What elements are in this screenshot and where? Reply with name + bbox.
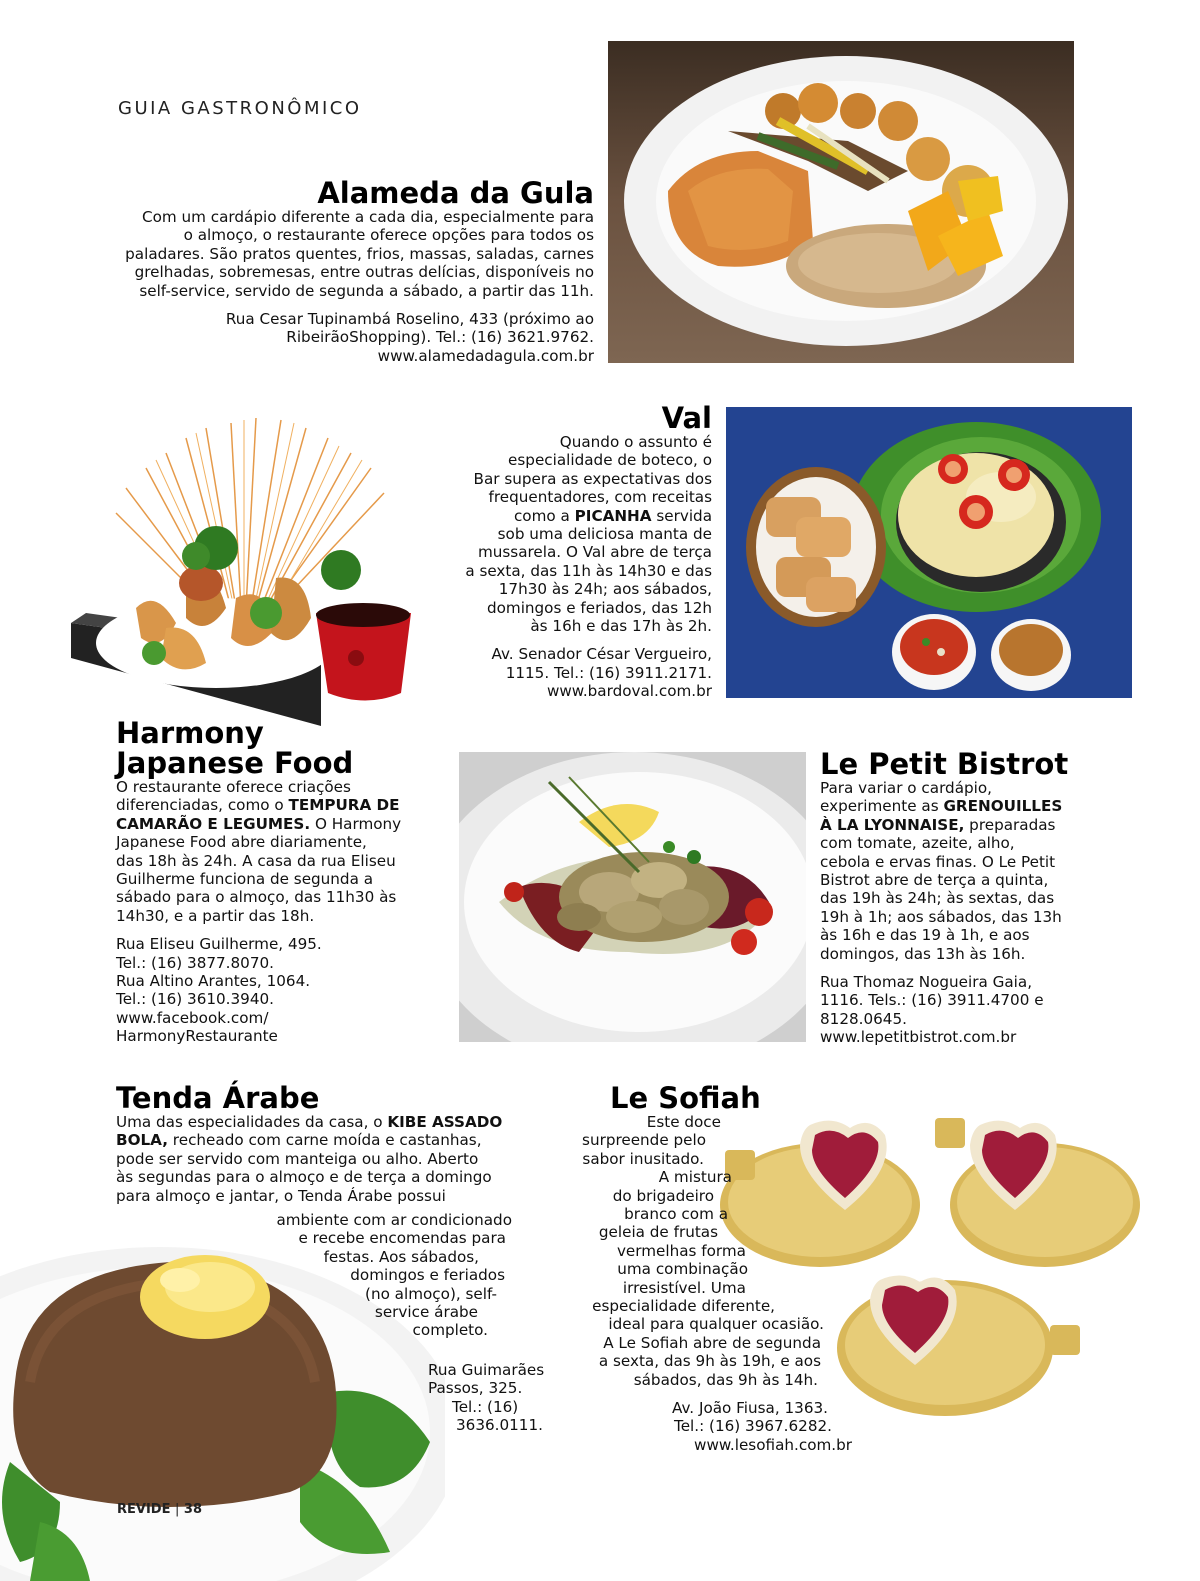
page-footer [117, 1502, 202, 1517]
address-line: Rua Cesar Tupinambá Roselino, 433 (próximo ao [225, 310, 594, 329]
text-line: das 18h às 24h. A casa da rua Eliseu [116, 851, 396, 870]
text-line: A Le Sofiah abre de segunda [603, 1333, 821, 1352]
text-line [820, 816, 1110, 834]
val-address [420, 645, 712, 700]
text-line: Para variar o cardápio, [820, 779, 992, 797]
alameda-photo [608, 41, 1074, 363]
website-link[interactable]: www.lesofiah.com.br [694, 1435, 852, 1454]
text-line: às 16h e das 19 à 1h, e aos [820, 926, 1030, 945]
val-name: Val [661, 401, 712, 435]
address-line: 1116. Tels.: (16) 3911.4700 e [820, 991, 1044, 1010]
website-link[interactable]: www.alamedadagula.com.br [377, 346, 594, 365]
alameda-description [100, 208, 594, 300]
text-line: especialidade de boteco, o [508, 451, 712, 470]
text-line: Este doce [646, 1113, 721, 1131]
text-line: domingos e feriados [350, 1266, 505, 1285]
text-line: (no almoço), self- [365, 1284, 497, 1303]
text-span: O Harmony [310, 814, 402, 833]
text-line: a sexta, das 9h às 19h, e aos [598, 1352, 821, 1371]
address-line: Av. Senador César Vergueiro, [491, 645, 712, 664]
text-line: 19h à 1h; aos sábados, das 13h [820, 907, 1062, 926]
dish-highlight: CAMARÃO E LEGUMES. [116, 814, 311, 833]
text-line: surpreende pelo [582, 1131, 706, 1150]
text-line: completo. [412, 1321, 488, 1340]
address-line: Av. João Fiusa, 1363. [672, 1399, 828, 1417]
text-line: sabor inusitado. [582, 1149, 704, 1168]
text-line: self-service, servido de segunda a sábado, a partir das 11h. [139, 281, 594, 300]
text-span: servida [651, 506, 712, 525]
text-line: Quando o assunto é [559, 433, 712, 451]
text-line: especialidade diferente, [592, 1297, 775, 1316]
text-line [116, 1113, 516, 1131]
address-line: Tel.: (16) 3610.3940. [116, 990, 274, 1009]
text-line: paladares. São pratos quentes, frios, massas, saladas, carnes [125, 244, 594, 263]
text-line: Japanese Food abre diariamente, [116, 833, 367, 852]
page-number: 38 [183, 1502, 203, 1517]
website-link[interactable]: HarmonyRestaurante [116, 1027, 278, 1046]
dish-highlight: TEMPURA DE [288, 796, 400, 815]
website-link[interactable]: www.facebook.com/ [116, 1008, 269, 1027]
text-line: Guilherme funciona de segunda a [116, 870, 374, 889]
dish-highlight: BOLA, [116, 1131, 168, 1150]
address-line: Tel.: (16) 3877.8070. [116, 953, 274, 972]
val-description [420, 433, 712, 635]
text-line: com tomate, azeite, alho, [820, 834, 1015, 853]
text-line: Bar supera as expectativas dos [473, 469, 712, 488]
bistrot-description [820, 779, 1110, 963]
text-line: Com um cardápio diferente a cada dia, especialmente para [142, 208, 594, 226]
text-line: das 19h às 24h; às sextas, das [820, 889, 1055, 908]
address-line: Rua Guimarães [428, 1361, 545, 1379]
text-line: vermelhas forma [616, 1241, 746, 1260]
dish-highlight: À LA LYONNAISE, [820, 815, 965, 834]
address-line: Passos, 325. [428, 1379, 523, 1398]
address-line: Rua Eliseu Guilherme, 495. [116, 935, 322, 954]
text-line: uma combinação [617, 1260, 748, 1279]
section-label: GUIA GASTRONÔMICO [118, 98, 362, 119]
address-line: 8128.0645. [820, 1009, 907, 1028]
text-line [116, 815, 436, 833]
address-line: Tel.: (16) [452, 1397, 519, 1416]
text-line: pode ser servido com manteiga ou alho. Aberto [116, 1149, 479, 1168]
text-line: geleia de frutas [598, 1223, 718, 1242]
text-line: ideal para qualquer ocasião. [608, 1315, 824, 1334]
text-line: A mistura [658, 1168, 732, 1187]
text-line [116, 796, 436, 814]
sofiah-address [600, 1399, 852, 1454]
text-line: festas. Aos sábados, [323, 1247, 479, 1266]
text-line: domingos e feriados, das 12h [486, 598, 712, 617]
harmony-name-line2: Japanese Food [116, 746, 354, 780]
alameda-address [100, 310, 594, 365]
text-line: domingos, das 13h às 16h. [820, 944, 1026, 963]
address-line: 1115. Tel.: (16) 3911.2171. [505, 663, 712, 682]
website-link[interactable]: www.lepetitbistrot.com.br [820, 1028, 1017, 1047]
text-line: frequentadores, com receitas [488, 488, 712, 507]
val-photo [726, 407, 1132, 698]
bistrot-photo [459, 752, 806, 1042]
text-span: experimente as [820, 797, 944, 816]
text-line: 17h30 às 24h; aos sábados, [498, 580, 712, 599]
bistrot-address [820, 973, 1110, 1047]
text-line: sábados, das 9h às 14h. [633, 1370, 818, 1389]
publication-name: REVIDE [117, 1502, 171, 1517]
text-line: a sexta, das 11h às 14h30 e das [465, 561, 712, 580]
address-line: RibeirãoShopping). Tel.: (16) 3621.9762. [286, 328, 594, 347]
sofiah-name: Le Sofiah [610, 1081, 761, 1115]
dish-highlight: PICANHA [574, 506, 652, 525]
text-line: às segundas para o almoço e de terça a domingo [116, 1168, 492, 1187]
text-line: para almoço e jantar, o Tenda Árabe possui [116, 1186, 446, 1205]
harmony-photo [66, 408, 416, 730]
text-line: o almoço, o restaurante oferece opções para todos os [183, 226, 594, 245]
text-line: cebola e ervas finas. O Le Petit [820, 852, 1056, 871]
text-line: Bistrot abre de terça a quinta, [820, 871, 1049, 890]
text-span: Uma das especialidades da casa, o [116, 1113, 388, 1131]
text-line: 14h30, e a partir das 18h. [116, 906, 315, 925]
text-span: diferenciadas, como o [116, 796, 289, 815]
bistrot-name: Le Petit Bistrot [820, 747, 1069, 781]
text-line: irresistível. Uma [622, 1278, 746, 1297]
harmony-name-line1: Harmony [116, 716, 264, 750]
tenda-description-wrap [250, 1211, 512, 1340]
address-line: 3636.0111. [456, 1416, 543, 1435]
tenda-address [428, 1361, 568, 1435]
text-span: recheado com carne moída e castanhas, [167, 1131, 482, 1150]
text-line [420, 507, 712, 525]
dish-highlight: GRENOUILLES [943, 797, 1063, 816]
harmony-description [116, 778, 436, 925]
sofiah-description [560, 1113, 826, 1389]
footer-separator: | [175, 1502, 180, 1517]
text-line [820, 797, 1110, 815]
text-line: do brigadeiro [612, 1186, 714, 1205]
text-line: grelhadas, sobremesas, entre outras delícias, disponíveis no [134, 263, 594, 282]
text-line: e recebe encomendas para [298, 1229, 506, 1248]
text-span: preparadas [964, 815, 1056, 834]
text-line: service árabe [374, 1303, 478, 1322]
alameda-name: Alameda da Gula [317, 176, 594, 210]
text-line: mussarela. O Val abre de terça [477, 543, 712, 562]
address-line: Rua Thomaz Nogueira Gaia, [820, 973, 1033, 992]
address-line: Tel.: (16) 3967.6282. [674, 1417, 832, 1436]
harmony-address [116, 935, 436, 1045]
text-line [116, 1131, 516, 1149]
website-link[interactable]: www.bardoval.com.br [546, 682, 712, 701]
text-span: como a [513, 506, 575, 525]
tenda-description [116, 1113, 516, 1205]
address-line: Rua Altino Arantes, 1064. [116, 972, 311, 991]
text-line: ambiente com ar condicionado [276, 1211, 512, 1229]
text-line: sábado para o almoço, das 11h30 às [116, 888, 397, 907]
text-line: às 16h e das 17h às 2h. [530, 617, 712, 636]
tenda-name: Tenda Árabe [116, 1081, 320, 1115]
text-line: O restaurante oferece criações [116, 778, 351, 796]
text-line: sob uma deliciosa manta de [497, 525, 712, 544]
text-line: branco com a [624, 1205, 728, 1224]
dish-highlight: KIBE ASSADO [387, 1113, 503, 1131]
